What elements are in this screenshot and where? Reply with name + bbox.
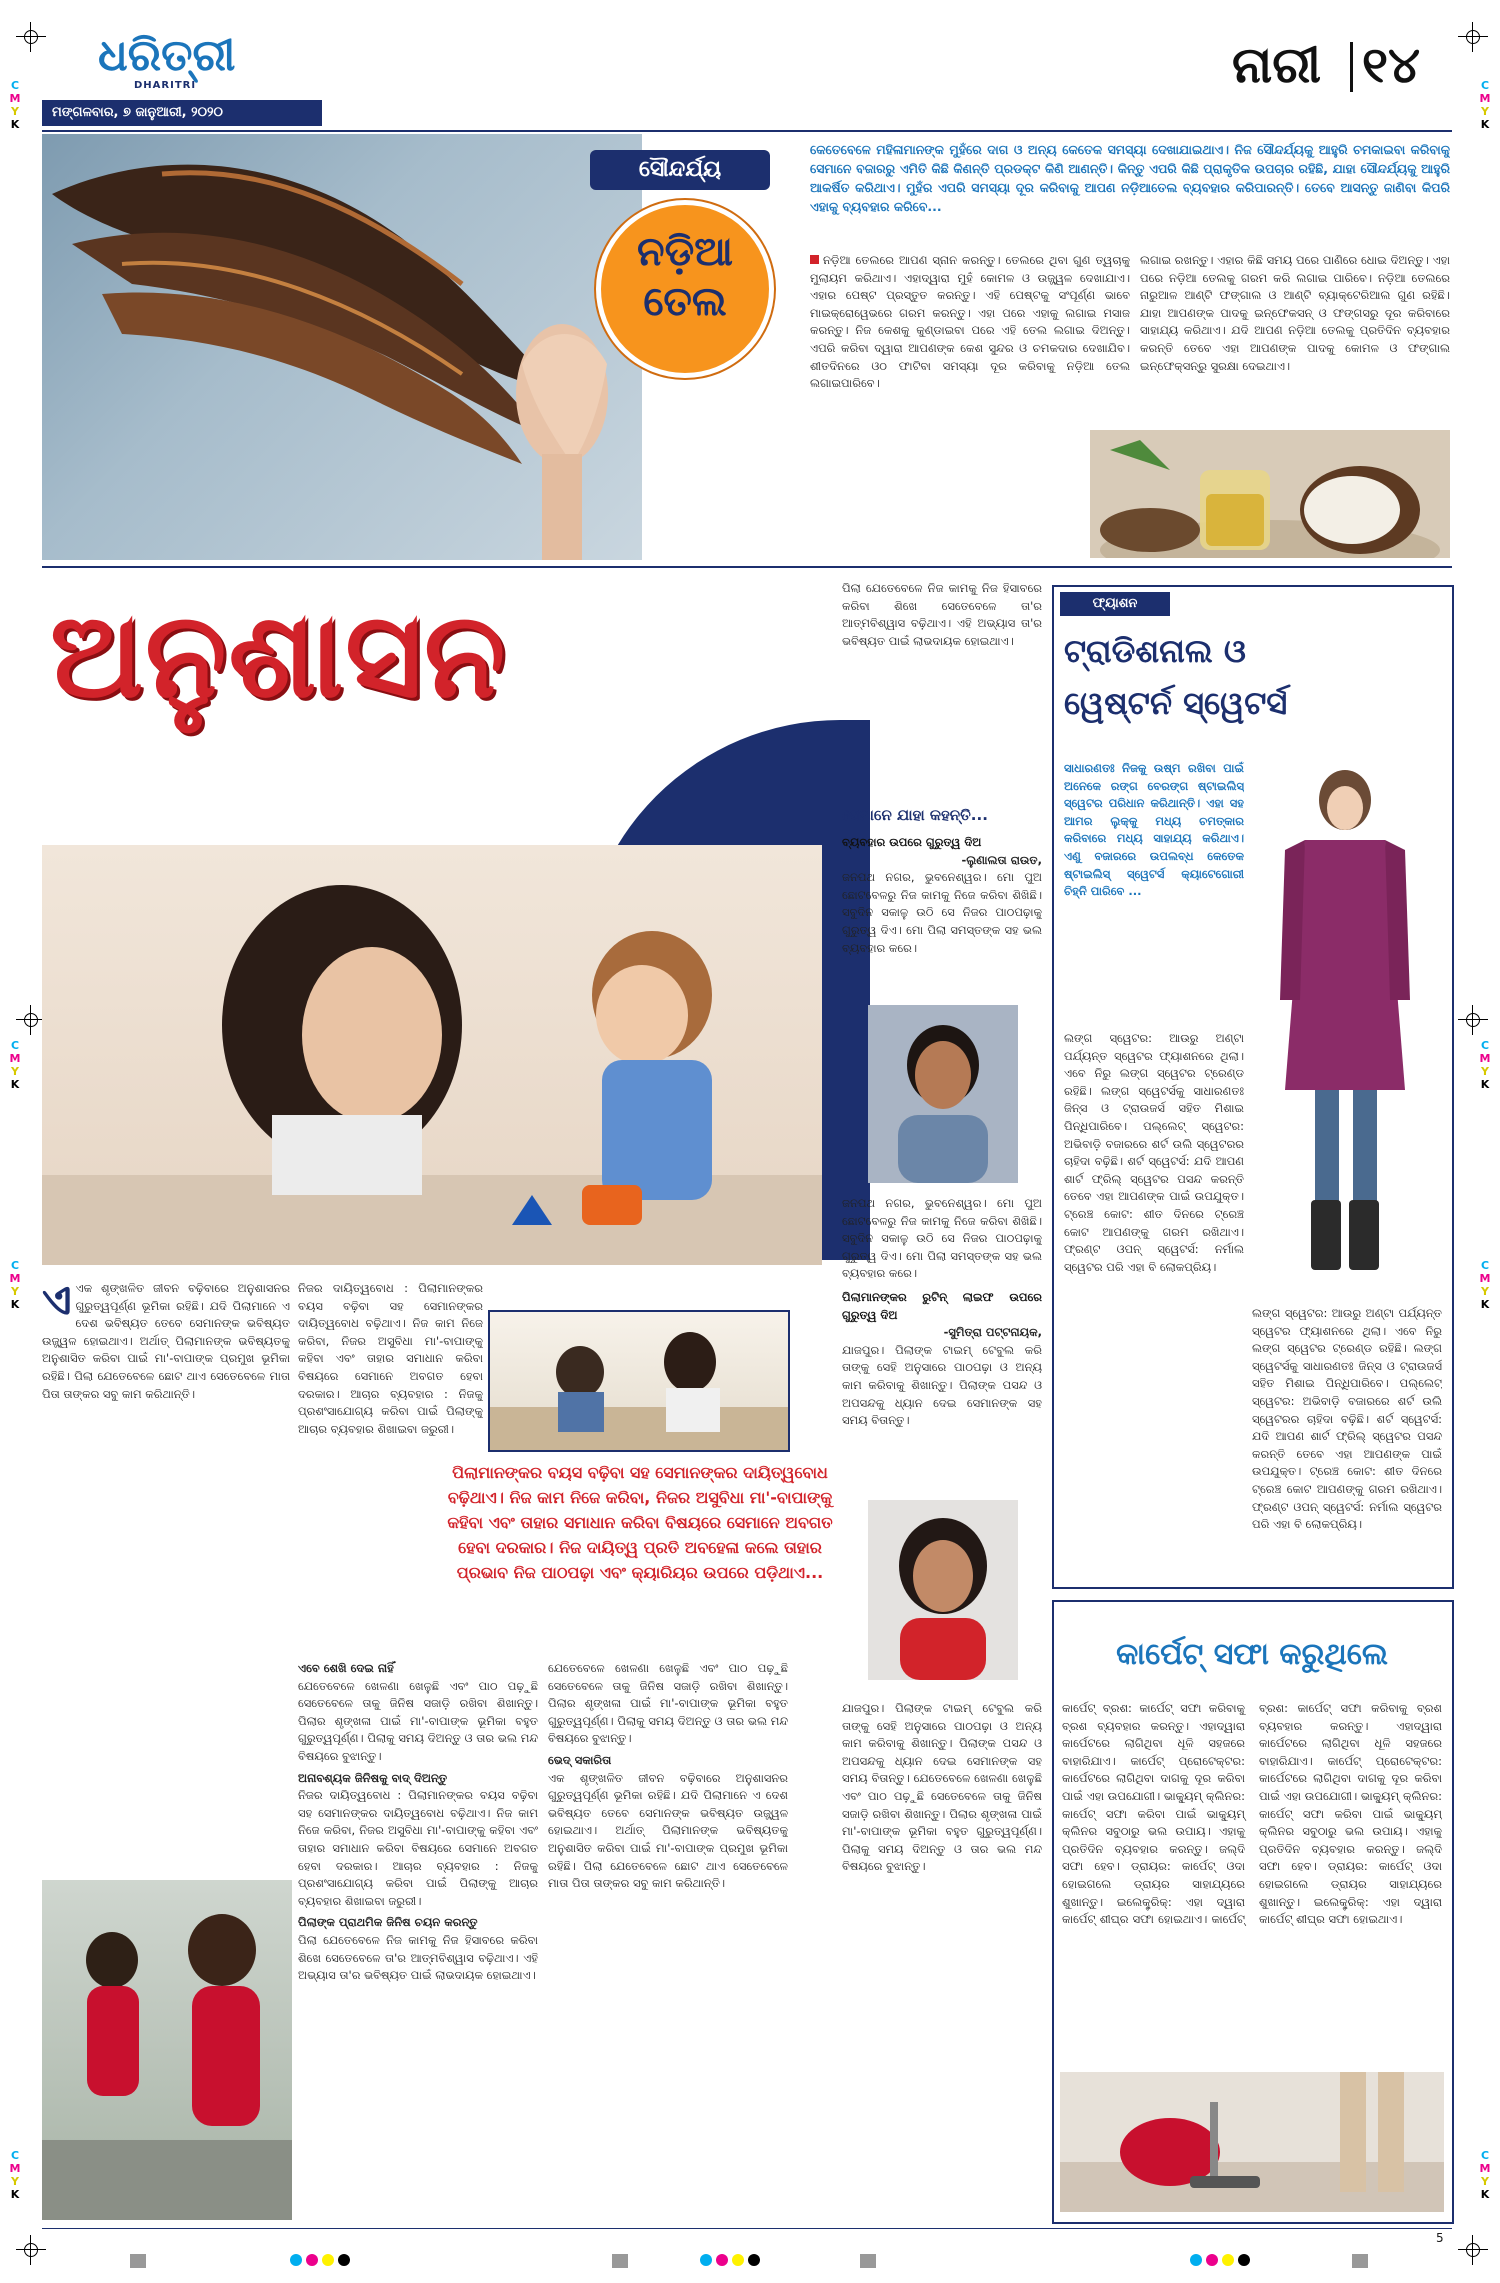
yellow-dot-icon <box>1222 2254 1234 2266</box>
lunalata-portrait <box>868 1005 1018 1183</box>
vacuum-illustration <box>1060 2072 1444 2212</box>
quote-1-author: -ଲୁଣାଲତା ରାଉତ, <box>961 852 1042 867</box>
discipline-col-2: ନିଜର ଦାୟିତ୍ୱବୋଧ : ପିଲାମାନଙ୍କର ବୟସ ବଢ଼ିବା ସହ ସେମାନଙ୍କର ଦାୟିତ୍ୱବୋଧ ବଢ଼ିଥାଏ। ନିଜ କାମ ନିଜେ କରିବା, ନିଜର ଅସୁବିଧା ମା'-ବାପାଙ୍କୁ କହିବା ଏବଂ ତାହାର ସମାଧାନ କରିବା ବିଷୟରେ ସେମାନେ ଅବଗତ ହେବା ଦରକାର। ଆଚାର ବ୍ୟବହାର : ନିଜକୁ ପ୍ରଶଂସାଯୋଗ୍ୟ କରିବା ପାଇଁ ପିଲାଙ୍କୁ ଆଚାର ବ୍ୟବହାର ଶିଖାଇବା ଜରୁରୀ। <box>298 1281 483 1436</box>
registration-mark-mid-right <box>1458 1005 1488 1035</box>
hair-intro: କେତେବେଳେ ମହିଳାମାନଙ୍କ ମୁହଁରେ ଦାଗ ଓ ଅନ୍ୟ କେତେକ ସମସ୍ୟା ଦେଖାଯାଇଥାଏ। ନିଜ ସୌନ୍ଦର୍ଯ୍ୟକୁ ଆହୁରି ଚମକାଇବା କରିବାକୁ ସେମାନେ ବଜାରରୁ ଏମିତି କିଛି କିଣନ୍ତି ପ୍ରଡକ୍ଟ କିଣି ଆଣନ୍ତି। କିନ୍ତୁ ଏପରି କିଛି ପ୍ରାକୃତିକ ଉପଚାର ରହିଛି, ଯାହା ସୌନ୍ଦର୍ଯ୍ୟକୁ ଆହୁରି ଆକର୍ଷିତ କରିଥାଏ। ମୁହଁର ଏପରି ସମସ୍ୟା ଦୂର କରିବାକୁ ଆପଣ ନଡ଼ିଆତେଲ ବ୍ୟବହାର କରିପାରନ୍ତି। ତେବେ ଆସନ୍ତୁ ଜାଣିବା କିପରି ଏହାକୁ ବ୍ୟବହାର କରିବେ... <box>810 142 1450 214</box>
divider-hair <box>42 566 1452 568</box>
black-dot-icon <box>748 2254 760 2266</box>
coconut-oil-photo <box>1090 430 1450 558</box>
discipline-bottom-col-3: ଯାଜପୁର। ପିଲାଙ୍କ ଟାଇମ୍ ଟେବୁଲ କରି ତାଙ୍କୁ ସେହି ଅନୁସାରେ ପାଠପଢ଼ା ଓ ଅନ୍ୟ କାମ କରିବାକୁ ଶିଖାନ୍ତୁ। ପିଲାଙ୍କ ପସନ୍ଦ ଓ ଅପସନ୍ଦକୁ ଧ୍ୟାନ ଦେଇ ସେମାନଙ୍କ ସହ ସମୟ ବିତାନ୍ତୁ। ଯେତେବେଳେ ଖେଳଣା ଖେଳୁଛି ଏବଂ ପାଠ ପଢ଼ୁଛି ସେତେବେଳେ ତାକୁ ଜିନିଷ ସଜାଡ଼ି ରଖିବା ଶିଖାନ୍ତୁ। ପିଲାର ଶୃଙ୍ଖଳା ପାଇଁ ମା'-ବାପାଙ୍କ ଭୂମିକା ବହୁତ ଗୁରୁତ୍ୱପୂର୍ଣ୍ଣ। ପିଲାକୁ ସମୟ ଦିଅନ୍ତୁ ଓ ତାର ଭଲ ମନ୍ଦ ବିଷୟରେ ବୁଝାନ୍ତୁ। <box>842 1701 1042 1874</box>
logo <box>98 30 298 90</box>
hair-column-1: ନଡ଼ିଆ ତେଲରେ ଆପଣ ସ୍ନାନ କରନ୍ତୁ। ତେଲରେ ଥିବା ଗୁଣ ତ୍ୱଚାକୁ ମୁଲାୟମ କରିଥାଏ। ଏହାଦ୍ୱାରା ମୁହଁ କୋମଳ ଓ ଉଜ୍ଜ୍ୱଳ ଦେଖାଯାଏ। ଏହାର ପେଷ୍ଟ ପ୍ରସ୍ତୁତ କରନ୍ତୁ। ଏହି ପେଷ୍ଟକୁ ସଂପୂର୍ଣ୍ଣ ଭାବେ ମାଇକ୍ରୋୱେଭରେ ଗରମ କରନ୍ତୁ। ଏହା ପରେ ଏହାକୁ ଲଗାଇ ମସାଜ କରନ୍ତୁ। ନିଜ କେଶକୁ କୁଣ୍ଡାଇବା ପରେ ଏହି ତେଲ ଲଗାଇ ଦିଅନ୍ତୁ। ଏପରି କରିବା ଦ୍ୱାରା ଆପଣଙ୍କ କେଶ ସୁନ୍ଦର ଓ ଚମକଦାର ଦେଖାଯିବ। ଶୀତଦିନରେ ଓଠ ଫାଟିବା ସମସ୍ୟା ଦୂର କରିବାକୁ ନଡ଼ିଆ ତେଲ ଲଗାଇପାରିବେ। <box>810 253 1130 391</box>
color-bar-1 <box>130 2254 146 2268</box>
hair-title-circle <box>596 200 774 378</box>
discipline-bottom-col-1: ଏବେ ଶେଖି ଦେଇ ନାହିଁ ଯେତେବେଳେ ଖେଳଣା ଖେଳୁଛି ଏବଂ ପାଠ ପଢ଼ୁଛି ସେତେବେଳେ ତାକୁ ଜିନିଷ ସଜାଡ଼ି ରଖିବା ଶିଖାନ୍ତୁ। ପିଲାର ଶୃଙ୍ଖଳା ପାଇଁ ମା'-ବାପାଙ୍କ ଭୂମିକା ବହୁତ ଗୁରୁତ୍ୱପୂର୍ଣ୍ଣ। ପିଲାକୁ ସମୟ ଦିଅନ୍ତୁ ଓ ତାର ଭଲ ମନ୍ଦ ବିଷୟରେ ବୁଝାନ୍ତୁ। ଅନାବଶ୍ୟକ ଜିନିଷକୁ ବାଦ୍ ଦିଅନ୍ତୁ ନିଜର ଦାୟିତ୍ୱବୋଧ : ପିଲାମାନଙ୍କର ବୟସ ବଢ଼ିବା ସହ ସେମାନଙ୍କର ଦାୟିତ୍ୱବୋଧ ବଢ଼ିଥାଏ। ନିଜ କାମ ନିଜେ କରିବା, ନିଜର ଅସୁବିଧା ମା'-ବାପାଙ୍କୁ କହିବା ଏବଂ ତାହାର ସମାଧାନ କରିବା ବିଷୟରେ ସେମାନେ ଅବଗତ ହେବା ଦରକାର। ଆଚାର ବ୍ୟବହାର : ନିଜକୁ ପ୍ରଶଂସାଯୋଗ୍ୟ କରିବା ପାଇଁ ପିଲାଙ୍କୁ ଆଚାର ବ୍ୟବହାର ଶିଖାଇବା ଜରୁରୀ। ପିଲାଙ୍କ ପ୍ରାଥମିକ ଜିନିଷ ଚୟନ କରନ୍ତୁ ପିଲା ଯେତେବେଳେ ନିଜ କାମକୁ ନିଜ ହିସାବରେ କରିବା ଶିଖେ ସେତେବେଳେ ତା'ର ଆତ୍ମବିଶ୍ୱାସ ବଢ଼ିଥାଏ। ଏହି ଅଭ୍ୟାସ ତା'ର ଭବିଷ୍ୟତ ପାଇଁ ଲାଭଦାୟକ ହୋଇଥାଏ। <box>298 1661 538 1983</box>
hair-category: ସୌନ୍ଦର୍ଯ୍ୟ <box>590 150 770 190</box>
hair-title-line1: ନଡ଼ିଆ <box>637 229 733 275</box>
issue-date: ମଙ୍ଗଳବାର, ୭ ଜାନୁଆରୀ, ୨୦୨୦ <box>52 105 223 120</box>
logo-sub: DHARITRI <box>134 80 197 91</box>
hair-column-2: ଲଗାଇ ରଖନ୍ତୁ। ଏହାର କିଛି ସମୟ ପରେ ପାଣିରେ ଧୋଇ ଦିଅନ୍ତୁ। ଏହା ପରେ ନଡ଼ିଆ ତେଲକୁ ଗରମ କରି ଲଗାଇ ପାରିବେ। ନଡ଼ିଆ ତେଲରେ ନାରୁଆଳ ଆଣ୍ଟି ଫଙ୍ଗାଲ ଓ ଆଣ୍ଟି ବ୍ୟାକ୍ଟେରିଆଲ ଗୁଣ ରହିଛି। ଯାହା ଆପଣଙ୍କ ପାଦକୁ ଇନ୍‌ଫେକସନ୍ ଓ ଫଙ୍ଗସରୁ ଦୂର କରିବାରେ ସାହାଯ୍ୟ କରିଥାଏ। ଯଦି ଆପଣ ନଡ଼ିଆ ତେଲକୁ ପ୍ରତିଦିନ ବ୍ୟବହାର କରନ୍ତି ତେବେ ଏହା ଆପଣଙ୍କ ପାଦକୁ କୋମଳ ଓ ଫଙ୍ଗାଲ ଇନ୍‌ଫେକ୍‌ସନ୍‌ରୁ ସୁରକ୍ଷା ଦେଇଥାଏ। <box>1140 253 1450 373</box>
homework-photo <box>488 1310 790 1452</box>
cyan-dot-icon <box>1190 2254 1202 2266</box>
coat-model-photo <box>1245 760 1445 1300</box>
fashion-title <box>1064 625 1444 745</box>
registration-mark-top-right <box>1458 22 1488 52</box>
hair-illustration <box>42 134 642 560</box>
discipline-bottom-col-2: ଯେତେବେଳେ ଖେଳଣା ଖେଳୁଛି ଏବଂ ପାଠ ପଢ଼ୁଛି ସେତେବେଳେ ତାକୁ ଜିନିଷ ସଜାଡ଼ି ରଖିବା ଶିଖାନ୍ତୁ। ପିଲାର ଶୃଙ୍ଖଳା ପାଇଁ ମା'-ବାପାଙ୍କ ଭୂମିକା ବହୁତ ଗୁରୁତ୍ୱପୂର୍ଣ୍ଣ। ପିଲାକୁ ସମୟ ଦିଅନ୍ତୁ ଓ ତାର ଭଲ ମନ୍ଦ ବିଷୟରେ ବୁଝାନ୍ତୁ। ଭେଦ୍ ସକାରିତା ଏକ ଶୃଙ୍ଖଳିତ ଜୀବନ ବଢ଼ିବାରେ ଅନୁଶାସନର ଗୁରୁତ୍ୱପୂର୍ଣ୍ଣ ଭୂମିକା ରହିଛି। ଯଦି ପିଲାମାନେ ଏ ଦେଶ ଭବିଷ୍ୟତ ତେବେ ସେମାନଙ୍କ ଭବିଷ୍ୟତ ଉଜ୍ଜ୍ୱଳ ହୋଇଥାଏ। ଅର୍ଥାତ୍ ପିଲାମାନଙ୍କ ଭବିଷ୍ୟତକୁ ଅନୁଶାସିତ କରିବା ପାଇଁ ମା'-ବାପାଙ୍କ ପ୍ରମୁଖ ଭୂମିକା ରହିଛି। ପିଲା ଯେତେବେଳେ ଛୋଟ ଥାଏ ସେତେବେଳେ ମାତା ପିତା ତାଙ୍କର ସବୁ କାମ କରିଥାନ୍ତି। <box>548 1661 788 1891</box>
coat-model-illustration <box>1245 760 1445 1300</box>
black-dot-icon <box>338 2254 350 2266</box>
footer-page-number: 5 <box>1436 2231 1444 2245</box>
color-bar-3 <box>860 2254 876 2268</box>
fashion-tag: ଫ୍ୟାଶନ <box>1060 592 1170 616</box>
quote-2: ଜନପଥ ନଗର, ଭୁବନେଶ୍ୱର। ମୋ ପୁଅ ଛୋଟବେଳରୁ ନିଜ କାମକୁ ନିଜେ କରିବା ଶିଖିଛି। ସବୁଦିନ ସକାଳୁ ଉଠି ସେ ନିଜର ପାଠପଢ଼ାକୁ ଗୁରୁତ୍ୱ ଦିଏ। ମୋ ପିଲା ସମସ୍ତଙ୍କ ସହ ଭଲ ବ୍ୟବହାର କରେ। ପିଲାମାନଙ୍କର ରୁଟିନ୍ ଲାଇଫ ଉପରେ ଗୁରୁତ୍ୱ ଦିଅ -ସୁମିତ୍ରା ପଟ୍ଟନାୟକ, ଯାଜପୁର। ପିଲାଙ୍କ ଟାଇମ୍ ଟେବୁଲ କରି ତାଙ୍କୁ ସେହି ଅନୁସାରେ ପାଠପଢ଼ା ଓ ଅନ୍ୟ କାମ କରିବାକୁ ଶିଖାନ୍ତୁ। ପିଲାଙ୍କ ପସନ୍ଦ ଓ ଅପସନ୍ଦକୁ ଧ୍ୟାନ ଦେଇ ସେମାନଙ୍କ ସହ ସମୟ ବିତାନ୍ତୁ। <box>842 1196 1042 1428</box>
section-title: ନାରୀ <box>1232 36 1321 94</box>
page-number-odia: ୧୪ <box>1362 36 1421 94</box>
discipline-lead: ଏ ଏକ ଶୃଙ୍ଖଳିତ ଜୀବନ ବଢ଼ିବାରେ ଅନୁଶାସନର ଗୁରୁତ୍ୱପୂର୍ଣ୍ଣ ଭୂମିକା ରହିଛି। ଯଦି ପିଲାମାନେ ଏ ଦେଶ ଭବିଷ୍ୟତ ତେବେ ସେମାନଙ୍କ ଭବିଷ୍ୟତ ଉଜ୍ଜ୍ୱଳ ହୋଇଥାଏ। ଅର୍ଥାତ୍ ପିଲାମାନଙ୍କ ଭବିଷ୍ୟତକୁ ଅନୁଶାସିତ କରିବା ପାଇଁ ମା'-ବାପାଙ୍କ ପ୍ରମୁଖ ଭୂମିକା ରହିଛି। ପିଲା ଯେତେବେଳେ ଛୋଟ ଥାଏ ସେତେବେଳେ ମାତା ପିତା ତାଙ୍କର ସବୁ କାମ କରିଥାନ୍ତି। <box>42 1280 290 1401</box>
discipline-col-3-top: ପିଲା ଯେତେବେଳେ ନିଜ କାମକୁ ନିଜ ହିସାବରେ କରିବା ଶିଖେ ସେତେବେଳେ ତା'ର ଆତ୍ମବିଶ୍ୱାସ ବଢ଼ିଥାଏ। ଏହି ଅଭ୍ୟାସ ତା'ର ଭବିଷ୍ୟତ ପାଇଁ ଲାଭଦାୟକ ହୋଇଥାଏ। <box>842 581 1042 648</box>
carpet-body: କାର୍ପେଟ୍ ବ୍ରଶ: କାର୍ପେଟ୍ ସଫା କରିବାକୁ ବ୍ରଶ ବ୍ୟବହାର କରନ୍ତୁ। ଏହାଦ୍ୱାରା କାର୍ପେଟରେ ଲାଗିଥିବା ଧୂଳି ସହଜରେ ବାହାରିଯାଏ। କାର୍ପେଟ୍ ପ୍ରୋଟେକ୍ଟର: କାର୍ପେଟରେ ଲାଗିଥିବା ଦାଗକୁ ଦୂର କରିବା ପାଇଁ ଏହା ଉପଯୋଗୀ। ଭାକ୍ୟୁମ୍ କ୍ଲିନର: କାର୍ପେଟ୍ ସଫା କରିବା ପାଇଁ ଭାକ୍ୟୁମ୍ କ୍ଲିନର ସବୁଠାରୁ ଭଲ ଉପାୟ। ଏହାକୁ ପ୍ରତିଦିନ ବ୍ୟବହାର କରନ୍ତୁ। ଜଲ୍ଦି ସଫା ହେବ। ଡ୍ରାୟର: କାର୍ପେଟ୍ ଓଦା ହୋଇଗଲେ ଡ୍ରାୟର ସାହାଯ୍ୟରେ ଶୁଖାନ୍ତୁ। ଇଲେକ୍ଟ୍ରିକ୍: ଏହା ଦ୍ୱାରା କାର୍ପେଟ୍ ଶୀଘ୍ର ସଫା ହୋଇଥାଏ। କାର୍ପେଟ୍ ବ୍ରଶ: କାର୍ପେଟ୍ ସଫା କରିବାକୁ ବ୍ରଶ ବ୍ୟବହାର କରନ୍ତୁ। ଏହାଦ୍ୱାରା କାର୍ପେଟରେ ଲାଗିଥିବା ଧୂଳି ସହଜରେ ବାହାରିଯାଏ। କାର୍ପେଟ୍ ପ୍ରୋଟେକ୍ଟର: କାର୍ପେଟରେ ଲାଗିଥିବା ଦାଗକୁ ଦୂର କରିବା ପାଇଁ ଏହା ଉପଯୋଗୀ। ଭାକ୍ୟୁମ୍ କ୍ଲିନର: କାର୍ପେଟ୍ ସଫା କରିବା ପାଇଁ ଭାକ୍ୟୁମ୍ କ୍ଲିନର ସବୁଠାରୁ ଭଲ ଉପାୟ। ଏହାକୁ ପ୍ରତିଦିନ ବ୍ୟବହାର କରନ୍ତୁ। ଜଲ୍ଦି ସଫା ହେବ। ଡ୍ରାୟର: କାର୍ପେଟ୍ ଓଦା ହୋଇଗଲେ ଡ୍ରାୟର ସାହାଯ୍ୟରେ ଶୁଖାନ୍ତୁ। ଇଲେକ୍ଟ୍ରିକ୍: ଏହା ଦ୍ୱାରା କାର୍ପେଟ୍ ଶୀଘ୍ର ସଫା ହୋଇଥାଏ। <box>1062 1701 1442 1927</box>
section-divider <box>1350 42 1353 92</box>
quote-1: ବ୍ୟବହାର ଉପରେ ଗୁରୁତ୍ୱ ଦିଅ -ଲୁଣାଲତା ରାଉତ, ଜନପଥ ନଗର, ଭୁବନେଶ୍ୱର। ମୋ ପୁଅ ଛୋଟବେଳରୁ ନିଜ କାମକୁ ନିଜେ କରିବା ଶିଖିଛି। ସବୁଦିନ ସକାଳୁ ଉଠି ସେ ନିଜର ପାଠପଢ଼ାକୁ ଗୁରୁତ୍ୱ ଦିଏ। ମୋ ପିଲା ସମସ୍ତଙ୍କ ସହ ଭଲ ବ୍ୟବହାର କରେ। <box>842 835 1042 955</box>
registration-mark-bottom-left <box>16 2235 46 2265</box>
masthead-rule <box>42 130 1452 132</box>
subhead-2: ଅନାବଶ୍ୟକ ଜିନିଷକୁ ବାଦ୍ ଦିଅନ୍ତୁ <box>298 1770 448 1785</box>
quote-2-author: -ସୁମିତ୍ରା ପଟ୍ଟନାୟକ, <box>943 1325 1042 1340</box>
portrait-1-illustration <box>868 1005 1018 1183</box>
magenta-dot-icon <box>1206 2254 1218 2266</box>
fashion-title-line1: ଟ୍ରାଡିଶନାଲ ଓ <box>1064 632 1246 670</box>
coconut-illustration <box>1090 430 1450 558</box>
cyan-dot-icon <box>290 2254 302 2266</box>
homework-illustration <box>490 1312 788 1450</box>
quote-2-heading: ପିଲାମାନଙ୍କର ରୁଟିନ୍ ଲାଇଫ ଉପରେ ଗୁରୁତ୍ୱ ଦିଅ <box>842 1289 1042 1322</box>
fashion-body-col-1: ଲଙ୍ଗ ସ୍ୱେଟର: ଆଉରୁ ଅଣ୍ଟା ପର୍ଯ୍ୟନ୍ତ ସ୍ୱେଟର ଫ୍ୟାଶନରେ ଥିଲା। ଏବେ ନିରୁ ଲଙ୍ଗ ସ୍ୱେଟର ଟ୍ରେଣ୍ଡ ରହିଛି। ଲଙ୍ଗ ସ୍ୱେଟର୍ସକୁ ସାଧାରଣତଃ ଜିନ୍‌ସ ଓ ଟ୍ରାଉଜର୍ସ ସହିତ ମିଶାଇ ପିନ୍ଧିପାରିବେ। ପଲ୍ଲେଟ୍ ସ୍ୱେଟର: ଅଭିବାଡ଼ି ବଜାରରେ ଶର୍ଟ ଉଲି ସ୍ୱେଟରର ଚାହିଦା ବଢ଼ିଛି। ଶର୍ଟ ସ୍ୱେଟର୍ସ: ଯଦି ଆପଣ ଶାର୍ଟ ଫ୍ରିଲ୍ ସ୍ୱେଟର ପସନ୍ଦ କରନ୍ତି ତେବେ ଏହା ଆପଣଙ୍କ ପାଇଁ ଉପଯୁକ୍ତ। ଟ୍ରେଞ୍ଚ କୋଟ: ଶୀତ ଦିନରେ ଟ୍ରେଞ୍ଚ କୋଟ ଆପଣଙ୍କୁ ଗରମ ରଖିଥାଏ। ଫ୍ରଣ୍ଟ ଓପନ୍ ସ୍ୱେଟର୍ସ: ନର୍ମାଲ ସ୍ୱେଟର ପରି ଏହା ବି ଲୋକପ୍ରିୟ। <box>1064 1031 1244 1274</box>
hair-title-line2: ତେଲ <box>643 279 727 325</box>
hair-photo <box>42 134 642 560</box>
magenta-dot-icon <box>716 2254 728 2266</box>
pull-quote: ପିଲାମାନଙ୍କର ବୟସ ବଢ଼ିବା ସହ ସେମାନଙ୍କର ଦାୟିତ୍ୱବୋଧ ବଢ଼ିଥାଏ। ନିଜ କାମ ନିଜେ କରିବା, ନିଜର ଅସୁବିଧା ମା'-ବାପାଙ୍କୁ କହିବା ଏବଂ ତାହାର ସମାଧାନ କରିବା ବିଷୟରେ ସେମାନେ ଅବଗତ ହେବା ଦରକାର। ନିଜ ଦାୟିତ୍ୱ ପ୍ରତି ଅବହେଳା କଲେ ତାହାର ପ୍ରଭାବ ନିଜ ପାଠପଢ଼ା ଏବଂ କ୍ୟାରିୟର ଉପରେ ପଡ଼ିଥାଏ... <box>447 1463 833 1582</box>
discipline-title: ଅନୁଶାସନ <box>50 586 508 724</box>
mother-daughter-photo <box>42 1880 292 2220</box>
vacuum-photo <box>1060 2072 1444 2212</box>
fashion-intro: ସାଧାରଣତଃ ନିଜକୁ ଉଷ୍ମ ରଖିବା ପାଇଁ ଅନେକେ ରଙ୍ଗ ବେରଙ୍ଗ ଷ୍ଟାଇଲିସ୍ ସ୍ୱେଟର ପରିଧାନ କରିଥାନ୍ତି। ଏହା ସହ ଆମର ଲୁକ୍‌କୁ ମଧ୍ୟ ଚମତ୍କାର କରିବାରେ ମଧ୍ୟ ସାହାଯ୍ୟ କରିଥାଏ। ଏଣୁ ବଜାରରେ ଉପଲବ୍ଧ କେତେକ ଷ୍ଟାଇଲିସ୍ ସ୍ୱେଟର୍ସ କ୍ୟାଟେଗୋରୀ ଚିହ୍ନି ପାରିବେ ... <box>1064 761 1244 899</box>
what-they-say-heading: ସେମାନେ ଯାହା କହନ୍ତି... <box>842 806 988 824</box>
bullet-icon <box>810 255 819 264</box>
color-dots-1 <box>290 2254 354 2268</box>
date-bar <box>42 100 322 126</box>
yellow-dot-icon <box>732 2254 744 2266</box>
black-dot-icon <box>1238 2254 1250 2266</box>
subhead-3: ପିଲାଙ୍କ ପ୍ରାଥମିକ ଜିନିଷ ଚୟନ କରନ୍ତୁ <box>298 1915 478 1930</box>
mother-child-photo <box>42 845 822 1265</box>
footer-rule <box>42 2228 1452 2229</box>
cyan-dot-icon <box>700 2254 712 2266</box>
registration-mark-bottom-right <box>1458 2235 1488 2265</box>
section-label <box>1222 32 1442 102</box>
hair-title-badge <box>590 150 770 400</box>
drop-cap: ଏ <box>42 1280 72 1324</box>
magenta-dot-icon <box>306 2254 318 2266</box>
subhead-1: ଏବେ ଶେଖି ଦେଇ ନାହିଁ <box>298 1661 394 1675</box>
portrait-2-illustration <box>868 1500 1018 1680</box>
yellow-dot-icon <box>322 2254 334 2266</box>
color-bar-4 <box>1352 2254 1368 2268</box>
masthead <box>42 24 1452 134</box>
fashion-title-line2: ୱେଷ୍ଟର୍ନ ସ୍ୱେଟର୍ସ <box>1064 684 1288 722</box>
subhead-4: ଭେଦ୍ ସକାରିତା <box>548 1752 612 1767</box>
sumitra-portrait <box>868 1500 1018 1680</box>
color-dots-3 <box>1190 2254 1254 2268</box>
quote-1-heading: ବ୍ୟବହାର ଉପରେ ଗୁରୁତ୍ୱ ଦିଅ <box>842 835 982 849</box>
mother-daughter-illustration <box>42 1880 292 2220</box>
mother-child-illustration <box>42 845 822 1265</box>
logo-text: ଧରିତ୍ରୀ <box>98 30 236 81</box>
carpet-title: କାର୍ପେଟ୍ ସଫା କରୁଥିଲେ <box>1116 1637 1388 1672</box>
fashion-body-col-2: ଲଙ୍ଗ ସ୍ୱେଟର: ଆଉରୁ ଅଣ୍ଟା ପର୍ଯ୍ୟନ୍ତ ସ୍ୱେଟର ଫ୍ୟାଶନରେ ଥିଲା। ଏବେ ନିରୁ ଲଙ୍ଗ ସ୍ୱେଟର ଟ୍ରେଣ୍ଡ ରହିଛି। ଲଙ୍ଗ ସ୍ୱେଟର୍ସକୁ ସାଧାରଣତଃ ଜିନ୍‌ସ ଓ ଟ୍ରାଉଜର୍ସ ସହିତ ମିଶାଇ ପିନ୍ଧିପାରିବେ। ପଲ୍ଲେଟ୍ ସ୍ୱେଟର: ଅଭିବାଡ଼ି ବଜାରରେ ଶର୍ଟ ଉଲି ସ୍ୱେଟରର ଚାହିଦା ବଢ଼ିଛି। ଶର୍ଟ ସ୍ୱେଟର୍ସ: ଯଦି ଆପଣ ଶାର୍ଟ ଫ୍ରିଲ୍ ସ୍ୱେଟର ପସନ୍ଦ କରନ୍ତି ତେବେ ଏହା ଆପଣଙ୍କ ପାଇଁ ଉପଯୁକ୍ତ। ଟ୍ରେଞ୍ଚ କୋଟ: ଶୀତ ଦିନରେ ଟ୍ରେଞ୍ଚ କୋଟ ଆପଣଙ୍କୁ ଗରମ ରଖିଥାଏ। ଫ୍ରଣ୍ଟ ଓପନ୍ ସ୍ୱେଟର୍ସ: ନର୍ମାଲ ସ୍ୱେଟର ପରି ଏହା ବି ଲୋକପ୍ରିୟ। <box>1252 1306 1442 1532</box>
color-dots-2 <box>700 2254 764 2268</box>
color-bar-2 <box>612 2254 628 2268</box>
